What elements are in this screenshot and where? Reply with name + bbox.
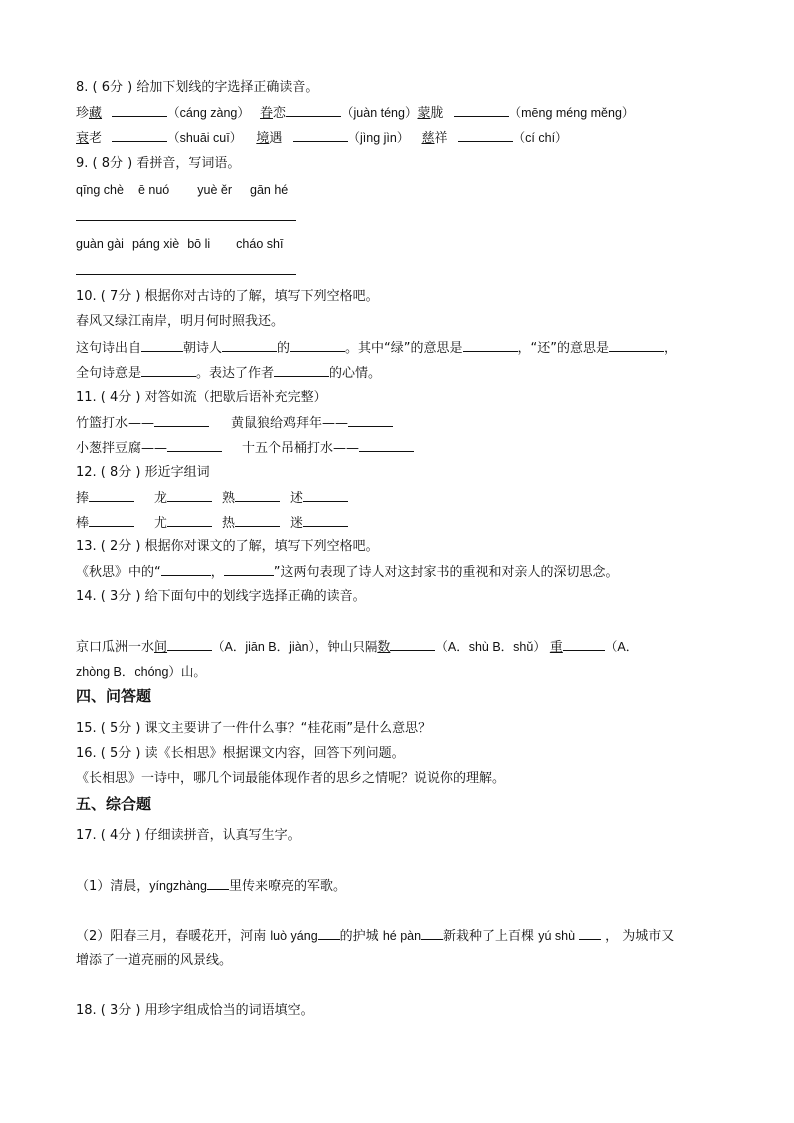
answer-blank[interactable] [131,208,186,221]
q11-title: 11. ( 4分 ) 对答如流（把歇后语补充完整） [76,390,327,405]
answer-blank[interactable] [421,927,443,940]
q17-item2-cont: 增添了一道亮丽的风景线。 [76,953,233,968]
answer-blank[interactable] [293,129,348,142]
answer-blank[interactable] [235,514,280,527]
underlined-char: 境 [256,131,270,146]
answer-blank[interactable] [241,262,296,275]
answer-blank[interactable] [112,104,167,117]
q9-blanks-row2 [76,262,296,281]
answer-blank[interactable] [463,339,518,352]
section-4-heading: 四、问答题 [76,687,152,705]
answer-blank[interactable] [186,262,241,275]
answer-blank[interactable] [348,414,393,427]
q9-title: 9. ( 8分 ) 看拼音，写词语。 [76,156,241,171]
q14-line2: zhòng B．chóng）山。 [76,665,206,679]
answer-blank[interactable] [241,208,296,221]
answer-blank[interactable] [207,877,229,890]
answer-blank[interactable] [458,129,513,142]
answer-blank[interactable] [89,514,134,527]
underlined-char: 藏 [89,106,103,121]
underlined-char: 数 [377,640,391,655]
answer-blank[interactable] [161,563,211,576]
answer-blank[interactable] [290,339,345,352]
q9-pinyin-row2: guàn gài páng xiè bō li cháo shī [76,237,284,251]
q12-row2: 棒 尤 热 迷 [76,514,348,533]
answer-blank[interactable] [274,364,329,377]
q10-line2: 全句诗意是 。表达了作者 的心情。 [76,366,382,381]
q10-line1: 这句诗出自 朝诗人 的 。其中“绿”的意思是 ，“还”的意思是 ， [76,341,678,356]
answer-blank[interactable] [563,638,605,651]
answer-blank[interactable] [609,339,664,352]
underlined-char: 蒙 [417,106,431,121]
q10-title: 10. ( 7分 ) 根据你对古诗的了解，填写下列空格吧。 [76,289,379,304]
q16-subquestion: 《长相思》一诗中，哪几个词最能体现作者的思乡之情呢？说说你的理解。 [76,771,506,786]
answer-blank[interactable] [131,262,186,275]
section-5-heading: 五、综合题 [76,795,152,813]
answer-blank[interactable] [286,104,341,117]
q8-row1: 珍藏 （cáng zàng） 眷恋 （juàn téng）蒙胧 （mēng méng měng） [76,106,635,121]
underlined-char: 间 [154,640,168,655]
answer-blank[interactable] [186,208,241,221]
answer-blank[interactable] [579,927,601,940]
q18-text: 18. ( 3分 ) 用珍字组成恰当的词语填空。 [76,1003,314,1018]
q12-title: 12. ( 8分 ) 形近字组词 [76,465,210,480]
q14-line1: 京口瓜洲一水间 （A．jiān B．jiàn），钟山只隔数 （A．shù B．shǔ） 重 （A． [76,640,639,655]
answer-blank[interactable] [141,364,196,377]
q9-pinyin-row1: qīng chè ē nuó yuè ěr gān hé [76,183,289,197]
answer-blank[interactable] [167,489,212,502]
answer-blank[interactable] [235,489,280,502]
answer-blank[interactable] [454,104,509,117]
answer-blank[interactable] [390,638,435,651]
answer-blank[interactable] [303,514,348,527]
answer-blank[interactable] [224,563,274,576]
answer-blank[interactable] [76,208,131,221]
q8-row2: 衰老 （shuāi cuī） 境遇 （jìng jìn） 慈祥 （cí chí） [76,131,568,146]
q9-blanks-row1 [76,208,296,227]
q15-text: 15. ( 5分 ) 课文主要讲了一件什么事？“桂花雨”是什么意思？ [76,721,432,736]
q10-poem: 春风又绿江南岸，明月何时照我还。 [76,314,285,329]
underlined-char: 慈 [421,131,435,146]
underlined-char: 衰 [76,131,90,146]
q8-title: 8. ( 6分 ) 给加下划线的字选择正确读音。 [76,80,319,95]
answer-blank[interactable] [318,927,340,940]
answer-blank[interactable] [76,262,131,275]
answer-blank[interactable] [141,339,183,352]
q17-item1: （1）清晨，yíngzhàng 里传来嘹亮的军歌。 [76,879,346,894]
q12-row1: 捧 龙 熟 述 [76,489,348,508]
answer-blank[interactable] [303,489,348,502]
q16-text: 16. ( 5分 ) 读《长相思》根据课文内容，回答下列问题。 [76,746,405,761]
answer-blank[interactable] [167,514,212,527]
q17-item2: （2）阳春三月，春暖花开，河南 luò yáng 的护城 hé pàn 新栽种了上百棵 yú shù ， 为城市又 [76,929,675,944]
q17-title: 17. ( 4分 ) 仔细读拼音，认真写生字。 [76,828,301,843]
answer-blank[interactable] [112,129,167,142]
answer-blank[interactable] [154,414,209,427]
q11-row1: 竹篮打水—— 黄鼠狼给鸡拜年—— [76,414,393,433]
underlined-char: 重 [549,640,563,655]
answer-blank[interactable] [167,439,222,452]
underlined-char: 眷 [260,106,274,121]
q11-row2: 小葱拌豆腐—— 十五个吊桶打水—— [76,439,414,458]
q13-text: 《秋思》中的“ ， ”这两句表现了诗人对这封家书的重视和对亲人的深切思念。 [76,565,619,580]
q13-title: 13. ( 2分 ) 根据你对课文的了解，填写下列空格吧。 [76,539,379,554]
answer-blank[interactable] [167,638,212,651]
q14-title: 14. ( 3分 ) 给下面句中的划线字选择正确的读音。 [76,589,366,604]
answer-blank[interactable] [222,339,277,352]
answer-blank[interactable] [89,489,134,502]
answer-blank[interactable] [359,439,414,452]
